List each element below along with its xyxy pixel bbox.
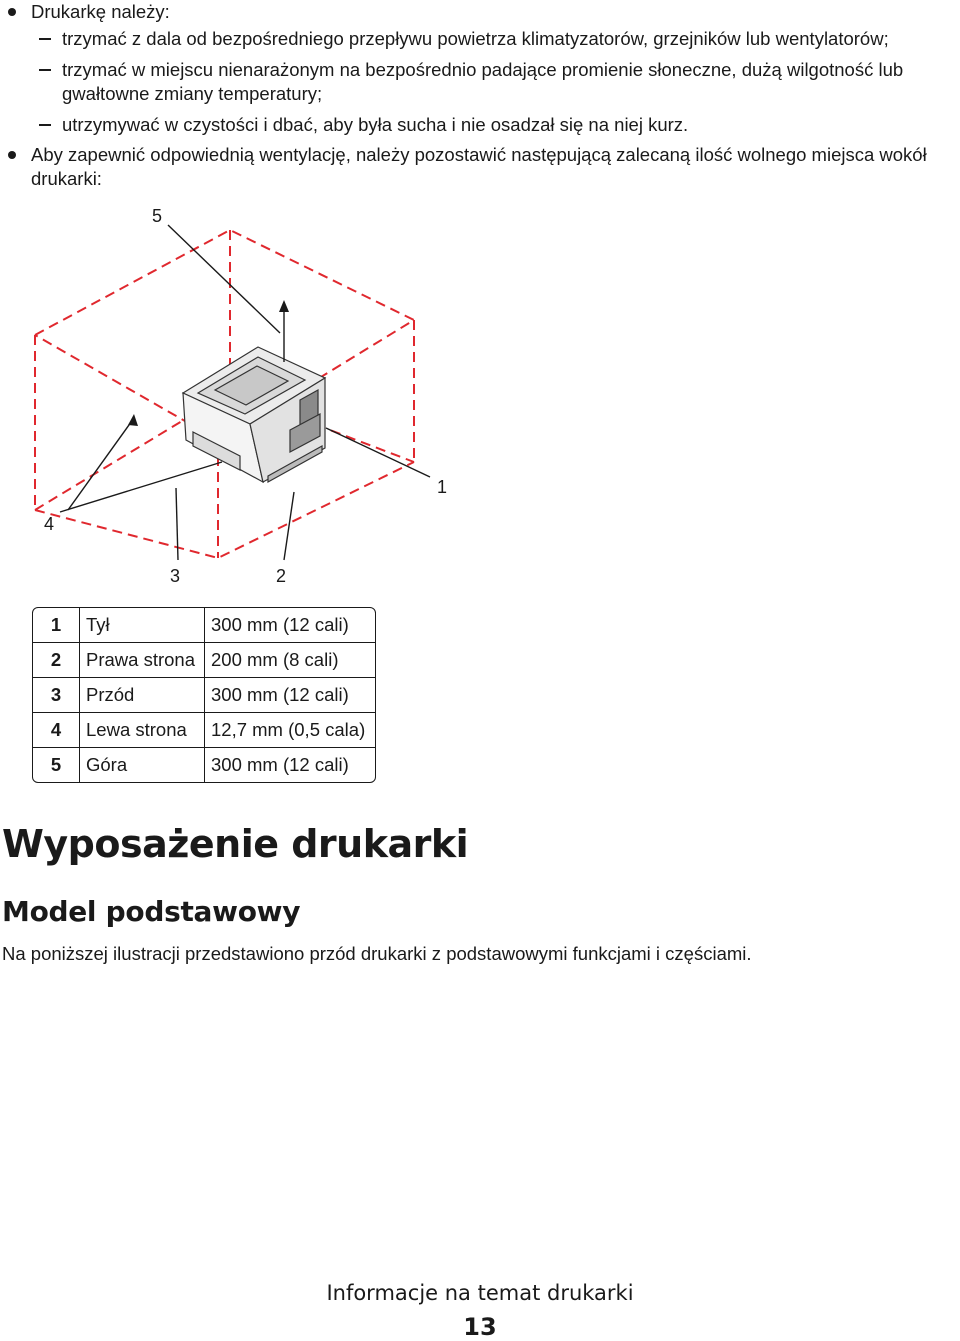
table-row xyxy=(33,713,375,748)
bullet-dot xyxy=(8,8,16,16)
section-subtitle: Model podstawowy xyxy=(2,895,301,928)
callout-4: 4 xyxy=(44,514,55,534)
row-value: 200 mm (8 cali) xyxy=(205,643,375,678)
table-row xyxy=(33,748,375,782)
callout-5: 5 xyxy=(152,206,163,226)
sub-item-text: utrzymywać w czystości i dbać, aby była sucha i nie osadzał się na niej kurz. xyxy=(62,114,689,135)
callout-2: 2 xyxy=(276,566,287,586)
bullet-dot xyxy=(8,151,16,159)
dash-mark xyxy=(39,124,51,126)
intro-paragraph: Na poniższej ilustracji przedstawiono przód drukarki z podstawowymi funkcjami i częściami. xyxy=(2,943,752,964)
row-value: 12,7 mm (0,5 cala) xyxy=(205,713,375,748)
page-number: 13 xyxy=(463,1313,497,1341)
sub-item-text: trzymać z dala od bezpośredniego przepływu powietrza klimatyzatorów, grzejników lub wentylatorów; xyxy=(62,28,889,49)
row-side: Prawa strona xyxy=(80,643,205,678)
section-title: Wyposażenie drukarki xyxy=(2,822,469,866)
row-value: 300 mm (12 cali) xyxy=(205,678,375,713)
row-side: Przód xyxy=(80,678,205,713)
row-number: 3 xyxy=(33,678,80,713)
callout-3: 3 xyxy=(170,566,181,586)
row-number: 2 xyxy=(33,643,80,678)
printer-icon xyxy=(183,347,325,482)
clearance-table xyxy=(32,607,376,783)
row-number: 1 xyxy=(33,608,80,643)
table-row xyxy=(33,608,375,643)
row-value: 300 mm (12 cali) xyxy=(211,754,349,775)
row-number: 5 xyxy=(33,748,80,782)
row-number: 4 xyxy=(33,713,80,748)
row-side: Tył xyxy=(80,608,205,643)
dash-mark xyxy=(39,38,51,40)
dash-mark xyxy=(39,69,51,71)
callout-1: 1 xyxy=(437,477,448,497)
printer-clearance-figure xyxy=(0,200,480,595)
row-value: 300 mm (12 cali) xyxy=(205,608,375,643)
footer-title: Informacje na temat drukarki xyxy=(326,1281,634,1305)
table-row xyxy=(33,678,375,713)
table-row xyxy=(33,643,375,678)
sub-item-text: trzymać w miejscu nienarażonym na bezpośrednio padające promienie słoneczne, dużą wilgotność lub gwałtowne zmiany temperatury; xyxy=(62,59,904,104)
bullet-text: Drukarkę należy: xyxy=(31,1,170,22)
row-side: Góra xyxy=(80,748,205,782)
bullet-text: Aby zapewnić odpowiednią wentylację, należy pozostawić następującą zalecaną ilość wolnego miejsca wokół drukarki: xyxy=(31,144,927,189)
row-side: Lewa strona xyxy=(80,713,205,748)
